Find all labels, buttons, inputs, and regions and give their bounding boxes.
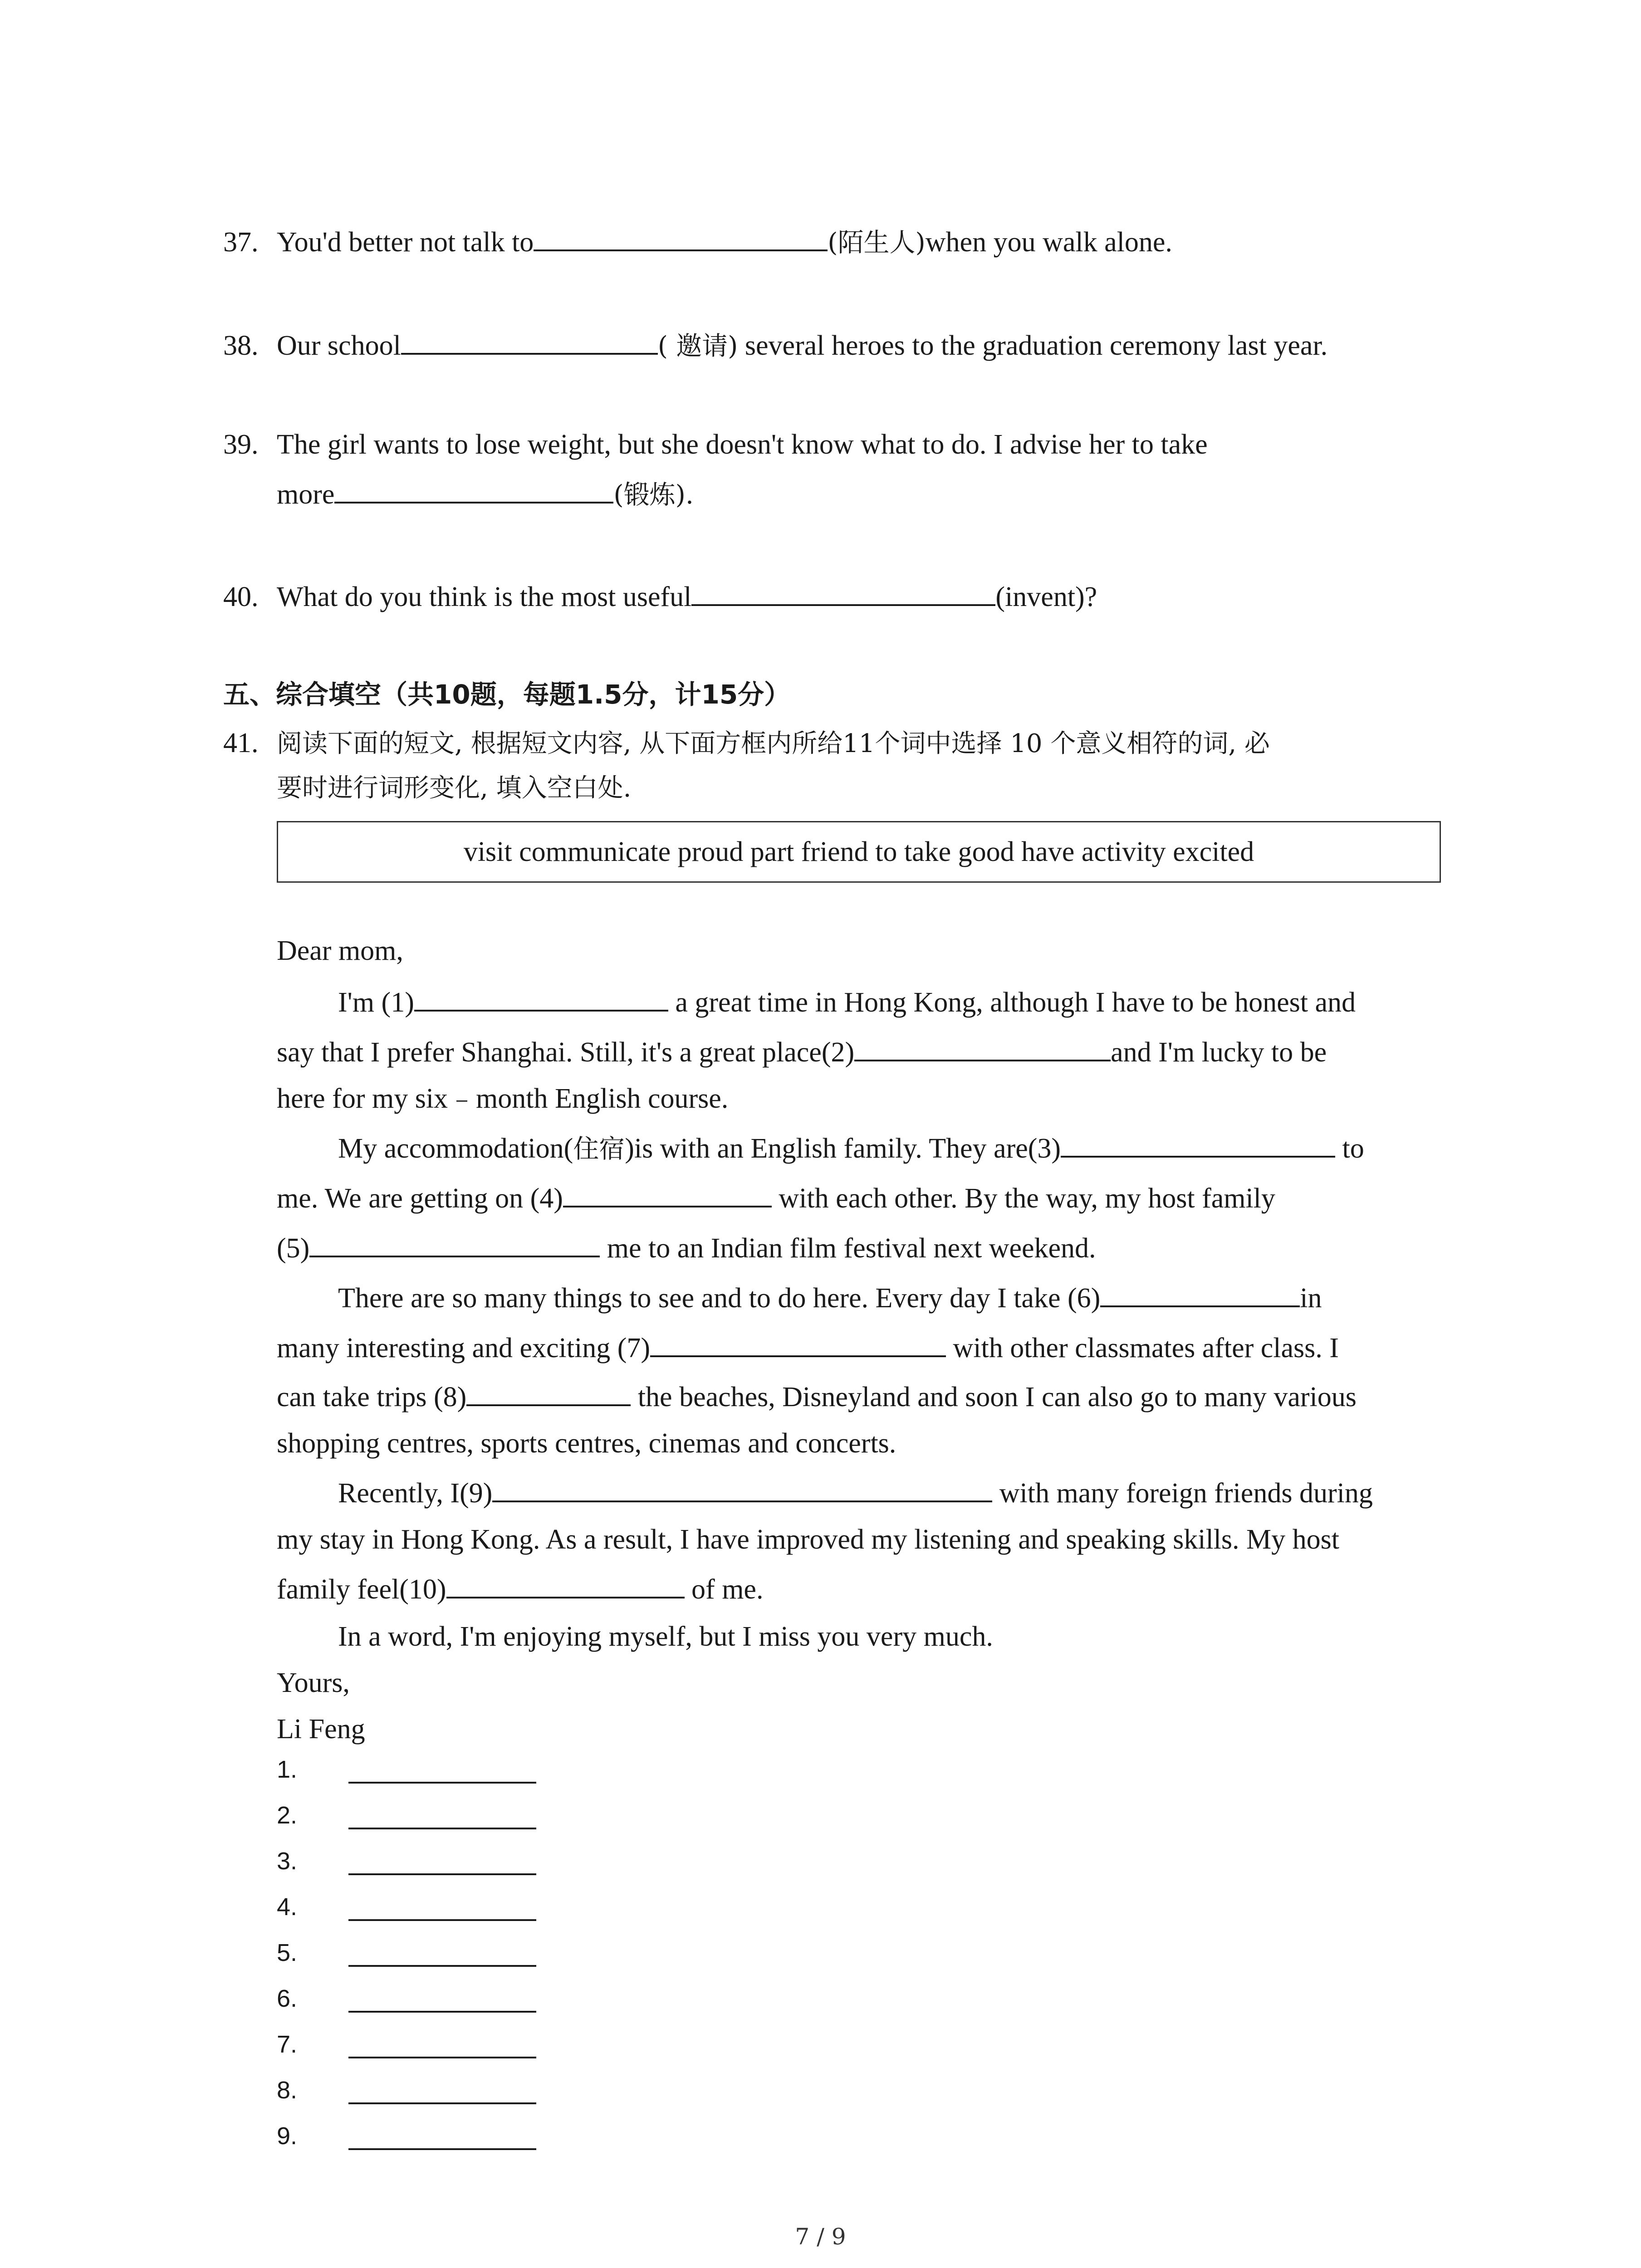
letter-line	[338, 1126, 1364, 1172]
letter-text: many interesting and exciting (7)	[277, 1333, 650, 1364]
page-number: 7 / 9	[795, 2224, 846, 2250]
answer-line[interactable]	[348, 2057, 536, 2058]
word-bank-text: visit communicate proud part friend to take good have activity excited	[463, 836, 1254, 867]
blank-8[interactable]	[466, 1376, 631, 1406]
question-38	[223, 320, 1327, 371]
letter-line	[277, 1030, 1327, 1075]
letter-text: with many foreign friends during	[992, 1478, 1373, 1509]
letter-text: (5)	[277, 1233, 310, 1264]
question-text: (invent)?	[995, 582, 1097, 612]
question-number: 41.	[223, 728, 259, 758]
blank-7[interactable]	[650, 1327, 946, 1357]
letter-line	[338, 1276, 1322, 1321]
answer-blank[interactable]	[401, 325, 658, 355]
letter-line: my stay in Hong Kong. As a result, I have improved my listening and speaking skills. My host	[277, 1524, 1340, 1555]
letter-closing: Yours,	[277, 1667, 350, 1698]
chinese-hint: (陌生人)	[828, 228, 926, 258]
question-text: The girl wants to lose weight, but she doesn't know what to do. I advise her to take	[277, 429, 1208, 460]
letter-text: )is with an English family. They are(3)	[625, 1133, 1061, 1164]
chinese-hint: 住宿	[573, 1134, 625, 1164]
question-number: 38.	[223, 330, 259, 361]
answer-line[interactable]	[348, 1782, 536, 1784]
instruction-text-line2: 要时进行词形变化, 填入空白处.	[277, 773, 632, 803]
answer-number: 8.	[277, 2077, 298, 2104]
letter-line: here for my six﹣month English course.	[277, 1083, 729, 1114]
instruction-text: 阅读下面的短文, 根据短文内容, 从下面方框内所给11个词中选择 10 个意义相符的词, 必	[277, 729, 1270, 758]
chinese-hint: (锻炼).	[613, 480, 694, 510]
question-text: several heroes to the graduation ceremony last year.	[738, 330, 1328, 361]
letter-text: me. We are getting on (4)	[277, 1183, 563, 1214]
question-40	[223, 572, 1097, 622]
letter-line	[338, 1471, 1373, 1516]
section-title: 五、综合填空（共10题，每题1.5分，计15分）	[223, 679, 791, 710]
letter-text: to	[1335, 1133, 1364, 1164]
answer-line[interactable]	[348, 1919, 536, 1921]
question-text: when you walk alone.	[925, 227, 1172, 258]
letter-text: and I'm lucky to be	[1111, 1037, 1327, 1068]
letter-text: Recently, I(9)	[338, 1478, 493, 1509]
answer-line[interactable]	[348, 1965, 536, 1967]
answer-line[interactable]	[348, 2011, 536, 2013]
word-bank-box	[277, 821, 1441, 883]
question-number: 40.	[223, 582, 259, 612]
answer-number: 9.	[277, 2122, 298, 2150]
letter-line	[277, 1567, 763, 1612]
blank-5[interactable]	[309, 1227, 600, 1257]
letter-text: My accommodation(	[338, 1133, 573, 1164]
answer-blank[interactable]	[534, 221, 828, 251]
question-41-instruction	[223, 720, 1270, 767]
letter-text: with each other. By the way, my host family	[771, 1183, 1275, 1214]
answer-line[interactable]	[348, 1873, 536, 1875]
letter-text: can take trips (8)	[277, 1382, 467, 1413]
letter-text: a great time in Hong Kong, although I have to be honest and	[668, 987, 1356, 1018]
answer-line[interactable]	[348, 2148, 536, 2150]
answer-number: 4.	[277, 1893, 298, 1921]
chinese-hint: ( 邀请)	[657, 331, 738, 361]
letter-line: In a word, I'm enjoying myself, but I miss you very much.	[338, 1621, 993, 1652]
letter-greeting: Dear mom,	[277, 935, 403, 966]
blank-2[interactable]	[854, 1031, 1111, 1061]
letter-line	[277, 1226, 1096, 1271]
answer-blank[interactable]	[334, 474, 613, 503]
question-number: 37.	[223, 227, 259, 258]
letter-text: There are so many things to see and to do here. Every day I take (6)	[338, 1283, 1101, 1314]
blank-6[interactable]	[1100, 1277, 1300, 1307]
question-39	[223, 419, 1208, 470]
answer-number: 1.	[277, 1756, 298, 1783]
blank-3[interactable]	[1061, 1128, 1335, 1158]
letter-text: in	[1300, 1283, 1322, 1314]
question-number: 39.	[223, 429, 259, 460]
letter-text: with other classmates after class. I	[945, 1333, 1339, 1364]
blank-1[interactable]	[414, 982, 668, 1012]
letter-text: family feel(10)	[277, 1574, 446, 1605]
answer-blank[interactable]	[691, 576, 995, 606]
letter-text: me to an Indian film festival next weekend.	[600, 1233, 1096, 1264]
letter-signature: Li Feng	[277, 1714, 365, 1745]
answer-number: 7.	[277, 2031, 298, 2058]
answer-number: 2.	[277, 1802, 298, 1829]
letter-text: the beaches, Disneyland and soon I can also go to many various	[631, 1382, 1357, 1413]
answer-number: 3.	[277, 1848, 298, 1875]
letter-text: say that I prefer Shanghai. Still, it's a great place(2)	[277, 1037, 855, 1068]
letter-text: I'm (1)	[338, 987, 414, 1018]
answer-line[interactable]	[348, 2102, 536, 2104]
answer-line[interactable]	[348, 1828, 536, 1829]
question-text: You'd better not talk to	[277, 227, 534, 258]
question-text: more	[277, 479, 335, 510]
answer-number: 5.	[277, 1939, 298, 1966]
question-text: What do you think is the most useful	[277, 582, 692, 612]
answer-number: 6.	[277, 1985, 298, 2012]
blank-9[interactable]	[492, 1472, 992, 1502]
letter-line	[277, 1176, 1275, 1221]
question-37	[223, 217, 1172, 268]
letter-text: of me.	[684, 1574, 764, 1605]
question-39-continued	[277, 469, 694, 520]
letter-line	[277, 1325, 1339, 1371]
letter-line	[277, 1374, 1357, 1420]
blank-4[interactable]	[563, 1178, 772, 1207]
question-text: Our school	[277, 330, 401, 361]
letter-line	[338, 980, 1356, 1025]
letter-line: shopping centres, sports centres, cinemas and concerts.	[277, 1428, 896, 1459]
blank-10[interactable]	[446, 1569, 685, 1598]
